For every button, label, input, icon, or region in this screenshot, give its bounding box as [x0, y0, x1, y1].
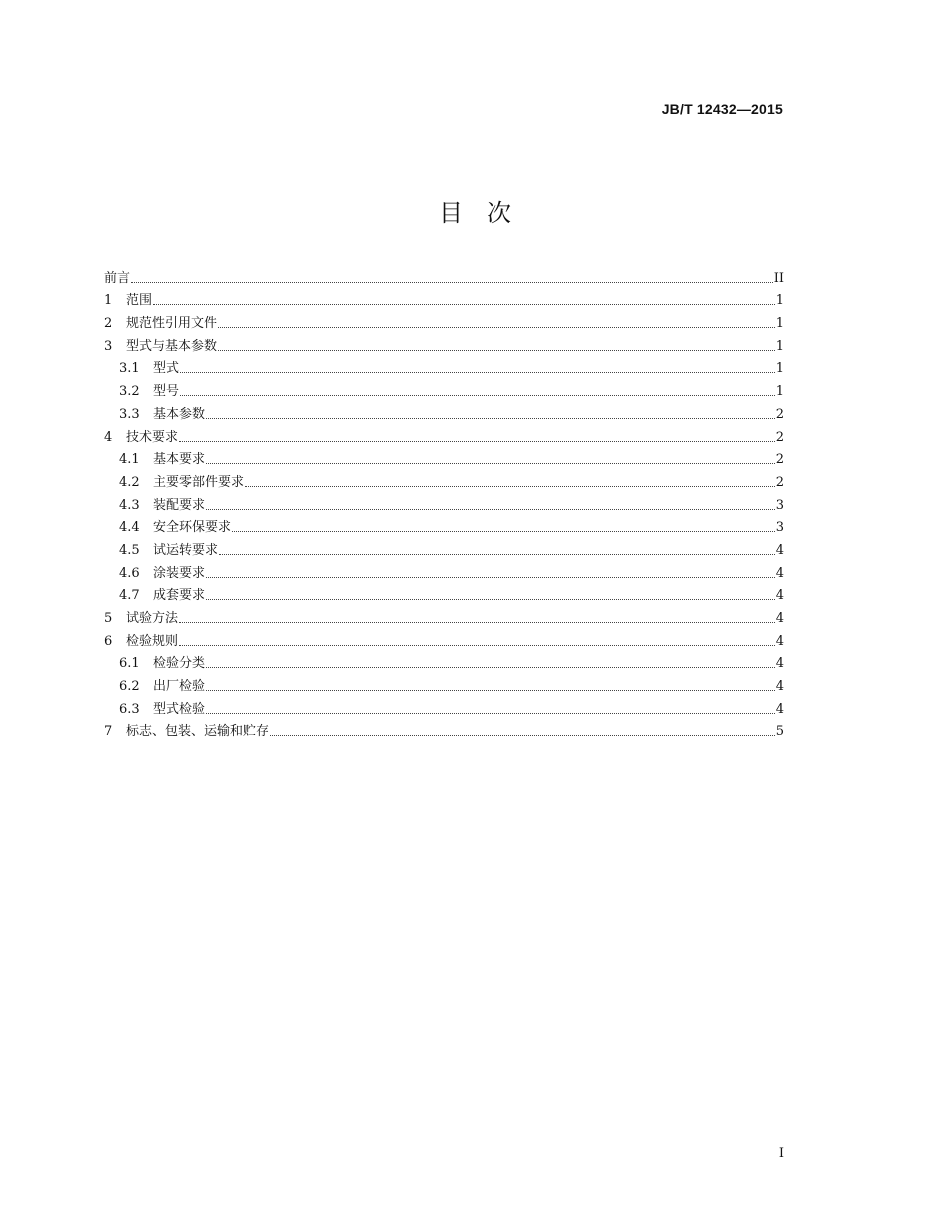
- toc-entry-number: 6: [104, 633, 113, 649]
- toc-entry-label: 检验分类: [153, 656, 206, 672]
- toc-entry-number: 1: [104, 293, 113, 309]
- toc-entry-label: 技术要求: [126, 429, 179, 445]
- toc-entry-label: 型号: [153, 384, 180, 400]
- toc-entry-number: 3.3: [119, 406, 140, 422]
- toc-entry-number: 4.4: [119, 520, 140, 536]
- toc-entry-number: 3: [104, 338, 113, 354]
- toc-dot-leader: [206, 463, 775, 464]
- toc-entry-number: 4.2: [119, 474, 140, 490]
- toc-dot-leader: [206, 577, 775, 578]
- toc-entry[interactable]: [104, 695, 784, 718]
- toc-entry-number: 5: [104, 611, 113, 626]
- toc-entry-page: 4: [775, 679, 784, 695]
- toc-entry-label: 涂装要求: [153, 565, 206, 581]
- toc-entry[interactable]: [104, 287, 784, 310]
- toc-entry-number: 4.7: [119, 588, 140, 604]
- toc-entry[interactable]: [104, 377, 784, 400]
- toc-entry[interactable]: [104, 718, 784, 741]
- toc-dot-leader: [180, 395, 775, 396]
- toc-entry-number: 6.3: [119, 701, 140, 717]
- toc-dot-leader: [206, 418, 775, 419]
- toc-dot-leader: [206, 509, 775, 510]
- toc-entry-page: 2: [775, 429, 784, 445]
- toc-dot-leader: [179, 645, 775, 646]
- toc-dot-leader: [232, 531, 775, 532]
- toc-entry-page: 1: [775, 316, 784, 332]
- toc-dot-leader: [206, 667, 775, 668]
- toc-dot-leader: [270, 735, 775, 736]
- toc-entry-number: 3.1: [119, 361, 140, 377]
- toc-entry[interactable]: [104, 627, 784, 650]
- toc-dot-leader: [180, 372, 775, 373]
- toc-entry-page: 4: [775, 565, 784, 581]
- standard-number: JB/T 12432—2015: [661, 101, 783, 117]
- toc-entry-page: 2: [775, 474, 784, 490]
- toc-dot-leader: [219, 554, 775, 555]
- toc-dot-leader: [206, 713, 775, 714]
- toc-entry-page: 2: [775, 452, 784, 468]
- toc-entry-page: 3: [775, 497, 784, 513]
- table-of-contents: [104, 264, 784, 740]
- toc-dot-leader: [218, 327, 775, 328]
- toc-entry-label: 前言: [104, 270, 131, 286]
- toc-entry-label: 范围: [126, 293, 153, 309]
- toc-entry-page: 1: [775, 384, 784, 400]
- toc-entry-number: 3.2: [119, 384, 140, 400]
- toc-entry-label: 型式检验: [153, 701, 206, 717]
- toc-entry-label: 出厂检验: [153, 679, 206, 695]
- toc-entry[interactable]: [104, 468, 784, 491]
- toc-entry-page: 2: [775, 406, 784, 422]
- toc-entry[interactable]: [104, 446, 784, 469]
- toc-entry-number: 6.1: [119, 656, 140, 672]
- toc-entry-number: 7: [104, 724, 113, 740]
- toc-entry-number: 4: [104, 429, 113, 445]
- toc-entry-number: 6.2: [119, 679, 140, 695]
- toc-dot-leader: [218, 350, 775, 351]
- toc-dot-leader: [206, 599, 775, 600]
- toc-dot-leader: [179, 622, 775, 623]
- toc-entry-page: 3: [775, 520, 784, 536]
- toc-entry-number: 4.1: [119, 452, 140, 468]
- toc-entry[interactable]: [104, 400, 784, 423]
- toc-entry[interactable]: [104, 536, 784, 559]
- toc-entry-number: 2: [104, 316, 113, 332]
- toc-entry-label: 型式与基本参数: [126, 338, 218, 354]
- toc-entry[interactable]: [104, 582, 784, 605]
- toc-dot-leader: [153, 304, 775, 305]
- toc-entry-label: 安全环保要求: [153, 520, 232, 536]
- toc-entry-page: II: [773, 270, 784, 286]
- toc-entry[interactable]: [104, 604, 784, 627]
- toc-entry-page: 4: [775, 701, 784, 717]
- toc-entry-label: 装配要求: [153, 497, 206, 513]
- toc-entry-label: 成套要求: [153, 588, 206, 604]
- toc-entry[interactable]: [104, 514, 784, 537]
- toc-entry-number: 4.5: [119, 542, 140, 558]
- toc-entry[interactable]: [104, 355, 784, 378]
- toc-entry-label: 基本要求: [153, 452, 206, 468]
- toc-entry-page: 4: [775, 542, 784, 558]
- page-title: 目 次: [439, 199, 511, 227]
- toc-entry-page: 5: [775, 724, 784, 740]
- toc-entry-label: 试运转要求: [153, 542, 219, 558]
- toc-entry-label: 标志、包装、运输和贮存: [126, 724, 270, 740]
- toc-entry[interactable]: [104, 332, 784, 355]
- toc-dot-leader: [179, 441, 775, 442]
- toc-entry-label: 主要零部件要求: [153, 474, 245, 490]
- toc-entry[interactable]: [104, 559, 784, 582]
- page-number: I: [778, 1146, 784, 1161]
- toc-dot-leader: [206, 690, 775, 691]
- toc-entry-number: 4.3: [119, 497, 140, 513]
- toc-entry[interactable]: [104, 264, 784, 287]
- toc-entry-page: 1: [775, 338, 784, 354]
- toc-entry-page: 4: [775, 656, 784, 672]
- toc-entry-label: 试验方法: [126, 611, 179, 626]
- toc-entry-number: 4.6: [119, 565, 140, 581]
- toc-entry[interactable]: [104, 650, 784, 673]
- toc-entry[interactable]: [104, 491, 784, 514]
- toc-entry[interactable]: [104, 423, 784, 446]
- toc-entry[interactable]: [104, 672, 784, 695]
- toc-entry-page: 1: [775, 361, 784, 377]
- toc-entry-label: 型式: [153, 361, 180, 377]
- toc-entry-label: 规范性引用文件: [126, 316, 218, 332]
- toc-entry-label: 检验规则: [126, 633, 179, 649]
- toc-dot-leader: [245, 486, 775, 487]
- toc-entry[interactable]: [104, 309, 784, 332]
- toc-entry-page: 4: [775, 611, 784, 626]
- toc-entry-label: 基本参数: [153, 406, 206, 422]
- toc-dot-leader: [131, 282, 773, 283]
- toc-entry-page: 4: [775, 588, 784, 604]
- toc-entry-page: 1: [775, 293, 784, 309]
- toc-entry-page: 4: [775, 633, 784, 649]
